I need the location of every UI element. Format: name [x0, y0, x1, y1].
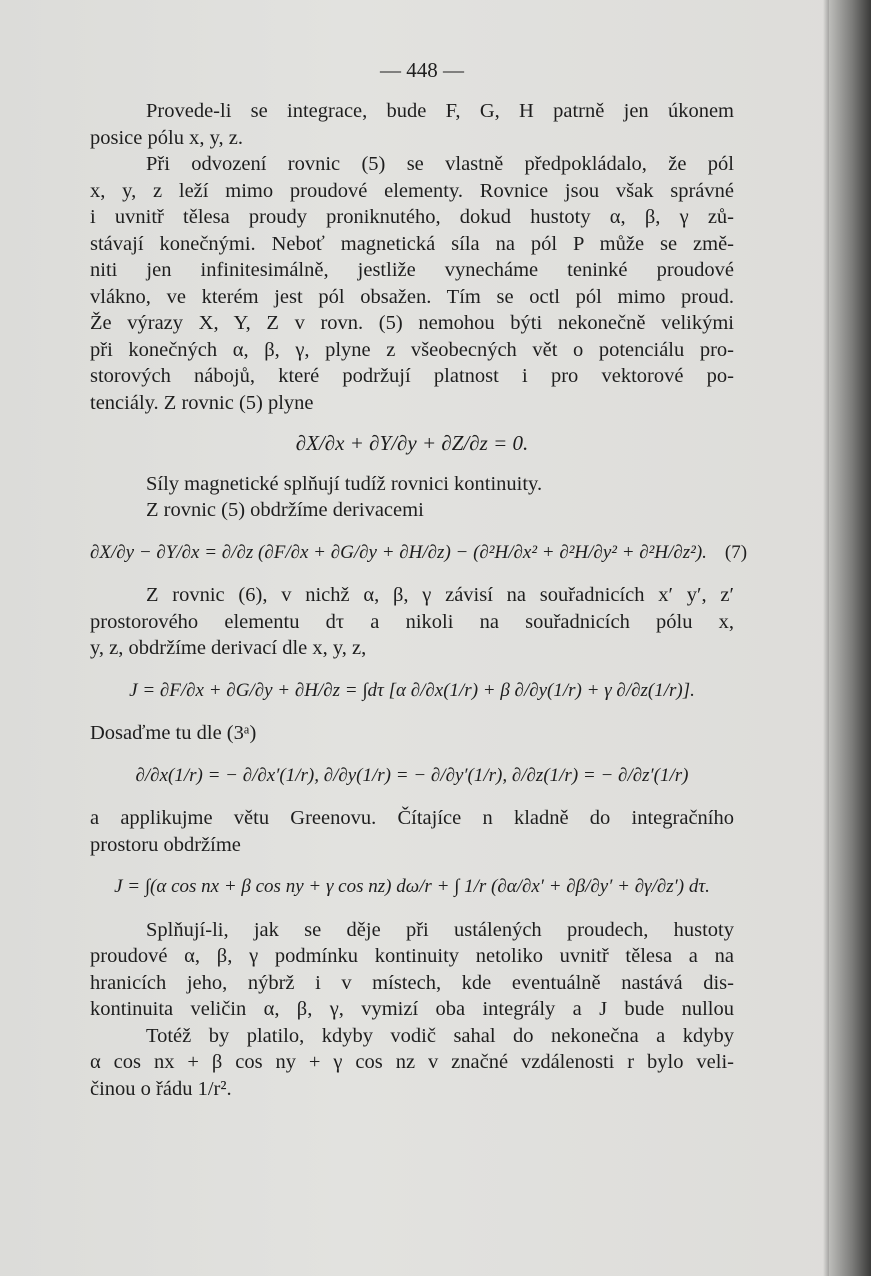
- text-line: a applikujme větu Greenovu. Čítajíce n kladně do integračního: [90, 807, 734, 829]
- equation-7-body: ∂X/∂y − ∂Y/∂x = ∂/∂z (∂F/∂x + ∂G/∂y + ∂H/∂z) − (∂²H/∂x² + ∂²H/∂y² + ∂²H/∂z²).: [90, 541, 707, 563]
- page-body: [90, 98, 748, 1102]
- text-line: Totéž by platilo, kdyby vodič sahal do nekonečna a kdyby: [146, 1024, 734, 1047]
- equation-number: (7): [724, 541, 748, 563]
- equation-derivatives: ∂/∂x(1/r) = − ∂/∂x′(1/r), ∂/∂y(1/r) = − ∂/∂y′(1/r), ∂/∂z(1/r) = − ∂/∂z′(1/r): [135, 764, 689, 786]
- book-binding: [829, 0, 871, 1276]
- equation-7: [90, 540, 748, 567]
- text-line: Dosaďme tu dle (3ᵃ): [90, 722, 257, 744]
- text-line: prostoru obdržíme: [90, 833, 241, 856]
- equation-continuity: ∂X/∂x + ∂Y/∂y + ∂Z/∂z = 0.: [295, 431, 529, 455]
- text-line: kontinuita veličin α, β, γ, vymizí oba integrály a J bude nullou: [90, 998, 734, 1020]
- text-line: storových nábojů, které podržují platnost i pro vektorové po-: [90, 365, 734, 387]
- text-line: hranicích jeho, nýbrž i v místech, kde eventuálně nastává dis-: [90, 971, 734, 994]
- page-number: — 448 —: [380, 58, 464, 82]
- text-line: α cos nx + β cos ny + γ cos nz v značné vzdálenosti r bylo veli-: [90, 1051, 734, 1073]
- text-line: při konečných α, β, γ, plyne z všeobecných vět o potenciálu pro-: [90, 338, 734, 361]
- text-line: y, z, obdržíme derivací dle x, y, z,: [90, 637, 367, 659]
- text-line: Při odvození rovnic (5) se vlastně předpokládalo, že pól: [146, 153, 734, 175]
- text-line: x, y, z leží mimo proudové elementy. Rovnice jsou však správné: [90, 179, 734, 202]
- text-line: Provede-li se integrace, bude F, G, H patrně jen úkonem: [146, 100, 734, 122]
- text-line: činou o řádu 1/r².: [90, 1077, 232, 1100]
- text-line: i uvnitř tělesa proudy proniknutého, dokud hustoty α, β, γ zů-: [90, 206, 734, 228]
- equation-J: J = ∂F/∂x + ∂G/∂y + ∂H/∂z = ∫dτ [α ∂/∂x(1/r) + β ∂/∂y(1/r) + γ ∂/∂z(1/r)].: [129, 679, 695, 701]
- text-line: Splňují-li, jak se děje při ustálených proudech, hustoty: [146, 918, 734, 941]
- text-line: stávají konečnými. Neboť magnetická síla na pól P může se změ-: [90, 232, 734, 255]
- text-line: tenciály. Z rovnic (5) plyne: [90, 391, 314, 414]
- text-line: Z rovnic (6), v nichž α, β, γ závisí na souřadnicích x′ y′, z′: [146, 584, 734, 606]
- text-line: proudové α, β, γ podmínku kontinuity netoliko uvnitř tělesa a na: [90, 945, 734, 967]
- text-line: Že výrazy X, Y, Z v rovn. (5) nemohou býti nekonečně velikými: [90, 312, 734, 334]
- equation-green: J = ∫(α cos nx + β cos ny + γ cos nz) dω/r + ∫ 1/r (∂α/∂x′ + ∂β/∂y′ + ∂γ/∂z′) dτ.: [114, 876, 710, 897]
- text-line: vlákno, ve kterém jest pól obsažen. Tím se octl pól mimo proud.: [90, 285, 734, 308]
- text-line: prostorového elementu dτ a nikoli na souřadnicích pólu x,: [90, 610, 734, 633]
- text-line: Z rovnic (5) obdržíme derivacemi: [146, 499, 424, 521]
- text-line: posice pólu x, y, z.: [90, 126, 243, 149]
- text-line: Síly magnetické splňují tudíž rovnici kontinuity.: [146, 472, 543, 495]
- text-line: niti jen infinitesimálně, jestliže vynecháme teninké proudové: [90, 259, 734, 281]
